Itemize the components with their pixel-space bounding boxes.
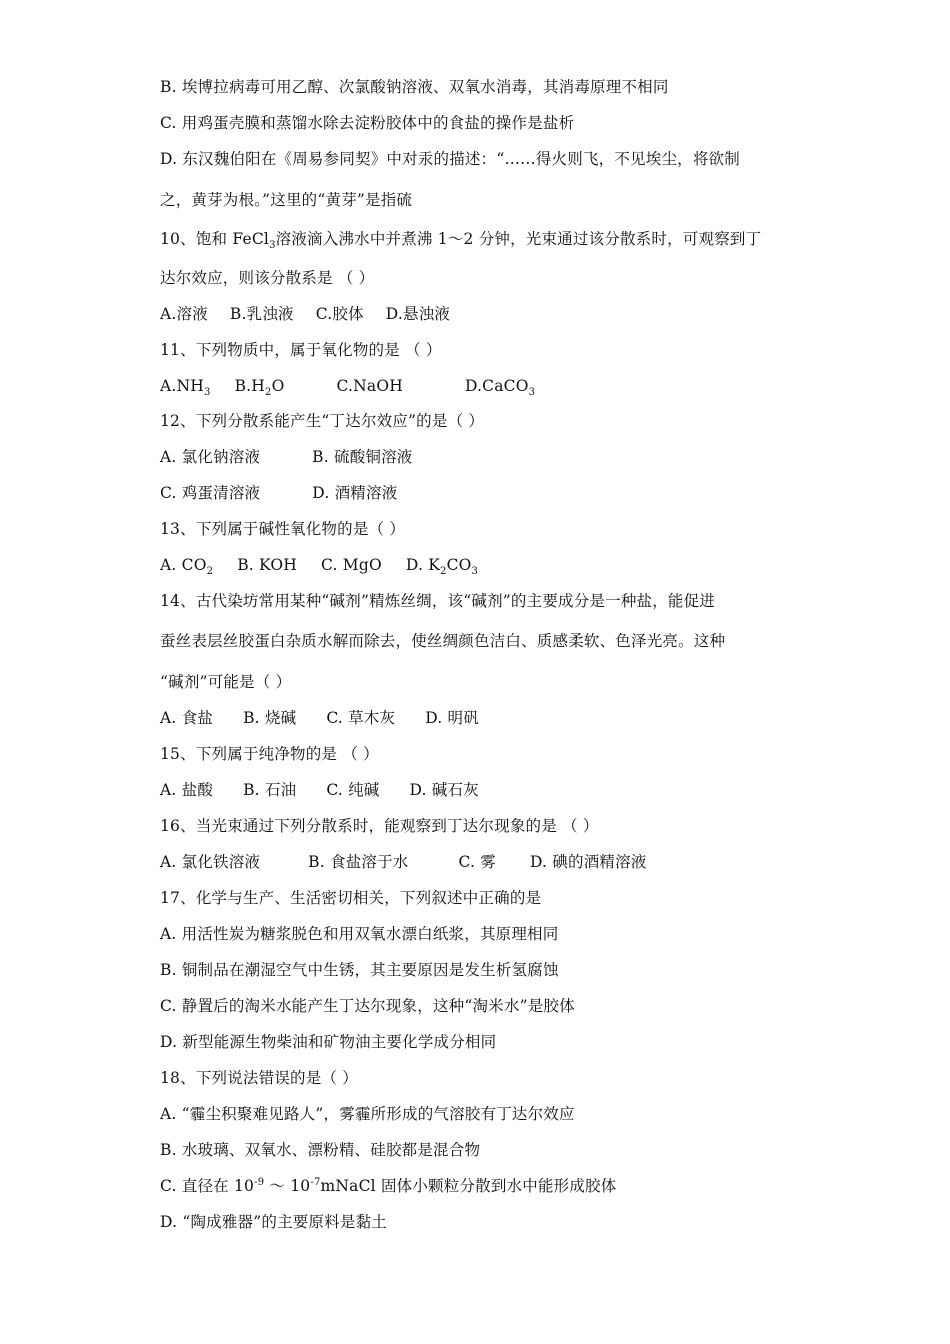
q15-option-a: A. 盐酸 bbox=[160, 781, 214, 799]
q13-stem: 13、下列属于碱性氧化物的是（ ） bbox=[160, 520, 406, 538]
q14-option-a: A. 食盐 bbox=[160, 709, 214, 727]
q10-option-a: A.溶液 bbox=[160, 305, 208, 323]
q9-option-d-line2: 之，黄芽为根。”这里的“黄芽”是指硫 bbox=[160, 191, 413, 209]
q9-option-d-line1: D. 东汉魏伯阳在《周易参同契》中对汞的描述：“……得火则飞，不见埃尘，将欲制 bbox=[160, 150, 740, 168]
q15-options bbox=[160, 780, 479, 800]
q13-option-c: C. MgO bbox=[321, 556, 382, 574]
q14-options bbox=[160, 708, 479, 728]
q13-options bbox=[160, 555, 479, 578]
q10-stem-a: 10、饱和 FeCl bbox=[160, 230, 270, 248]
q11-option-d: D.CaCO$_3$ bbox=[464, 377, 536, 399]
q9-option-c: C. 用鸡蛋壳膜和蒸馏水除去淀粉胶体中的食盐的操作是盐析 bbox=[160, 114, 575, 132]
q12-options-row2 bbox=[160, 483, 397, 503]
q18-option-a: A. “霾尘积聚难见路人”，雾霾所形成的气溶胶有丁达尔效应 bbox=[160, 1105, 575, 1123]
q14-line3: “碱剂”可能是（ ） bbox=[160, 673, 292, 691]
q16-option-d: D. 碘的酒精溶液 bbox=[529, 853, 647, 871]
q17-option-b: B. 铜制品在潮湿空气中生锈，其主要原因是发生析氢腐蚀 bbox=[160, 961, 559, 979]
q14-line1: 14、古代染坊常用某种“碱剂”精炼丝绸，该“碱剂”的主要成分是一种盐，能促进 bbox=[160, 592, 716, 610]
q11-option-b: $B.H_2O$ bbox=[234, 377, 285, 399]
q14-line2: 蚕丝表层丝胶蛋白杂质水解而除去，使丝绸颜色洁白、质感柔软、色泽光亮。这种 bbox=[160, 632, 726, 650]
q13-option-d: D. $K_2CO_3$ bbox=[405, 556, 479, 578]
q16-option-b: B. 食盐溶于水 bbox=[308, 853, 409, 871]
q10-option-b: B.乳浊液 bbox=[229, 305, 294, 323]
q18-option-d: D. “陶成雅器”的主要原料是黏土 bbox=[160, 1213, 387, 1231]
q16-option-a: A. 氯化铁溶液 bbox=[160, 853, 261, 871]
q10-option-c: C.胶体 bbox=[315, 305, 364, 323]
q14-option-c: C. 草木灰 bbox=[326, 709, 396, 727]
q16-options bbox=[160, 852, 647, 872]
q17-stem: 17、化学与生产、生活密切相关，下列叙述中正确的是 bbox=[160, 889, 542, 907]
q16-option-c: C. 雾 bbox=[458, 853, 496, 871]
q14-option-b: B. 烧碱 bbox=[243, 709, 297, 727]
q17-option-c: C. 静置后的淘米水能产生丁达尔现象，这种“淘米水”是胶体 bbox=[160, 997, 575, 1015]
q11-stem: 11、下列物质中，属于氧化物的是 （ ） bbox=[160, 341, 442, 359]
q13-option-b: B. KOH bbox=[237, 556, 298, 574]
q11-option-c: C.NaOH bbox=[336, 377, 403, 395]
q18-stem: 18、下列说法错误的是（ ） bbox=[160, 1069, 358, 1087]
q12-option-d: D. 酒精溶液 bbox=[312, 484, 398, 502]
q11-options bbox=[160, 376, 536, 399]
q10-stem-line2: 达尔效应，则该分散系是 （ ） bbox=[160, 269, 375, 287]
q17-option-d: D. 新型能源生物柴油和矿物油主要化学成分相同 bbox=[160, 1033, 497, 1051]
q12-option-b: B. 硫酸铜溶液 bbox=[312, 448, 413, 466]
q10-stem-line1 bbox=[160, 229, 762, 252]
q9-option-b: B. 埃博拉病毒可用乙醇、次氯酸钠溶液、双氧水消毒，其消毒原理不相同 bbox=[160, 78, 669, 96]
q15-stem: 15、下列属于纯净物的是 （ ） bbox=[160, 745, 379, 763]
q15-option-d: D. 碱石灰 bbox=[409, 781, 479, 799]
q16-stem: 16、当光束通过下列分散系时，能观察到丁达尔现象的是 （ ） bbox=[160, 817, 599, 835]
q15-option-c: C. 纯碱 bbox=[326, 781, 380, 799]
q10-option-d: D.悬浊液 bbox=[385, 305, 451, 323]
q10-stem-sub: 3 bbox=[269, 240, 276, 252]
q11-option-a: $A.NH_3$ bbox=[160, 377, 211, 399]
q10-options bbox=[160, 304, 450, 324]
q13-option-a: A. $CO_2$ bbox=[160, 556, 214, 578]
q12-stem: 12、下列分散系能产生“丁达尔效应”的是（ ） bbox=[160, 412, 485, 430]
q10-stem-b: 溶液滴入沸水中并煮沸 1～2 分钟，光束通过该分散系时，可观察到丁 bbox=[275, 230, 762, 248]
q15-option-b: B. 石油 bbox=[243, 781, 297, 799]
q18-option-b: B. 水玻璃、双氧水、漂粉精、硅胶都是混合物 bbox=[160, 1141, 481, 1159]
q12-option-a: A. 氯化钠溶液 bbox=[160, 448, 261, 466]
q17-option-a: A. 用活性炭为糖浆脱色和用双氧水漂白纸浆，其原理相同 bbox=[160, 925, 559, 943]
q12-options-row1 bbox=[160, 447, 413, 467]
q18-option-c: C. 直径在 $10^{-9}$ ～ $10^{-7}mNaCl$ 固体小颗粒分散到水中能形成胶体 bbox=[160, 1176, 617, 1195]
q12-option-c: C. 鸡蛋清溶液 bbox=[160, 484, 261, 502]
q14-option-d: D. 明矾 bbox=[425, 709, 479, 727]
